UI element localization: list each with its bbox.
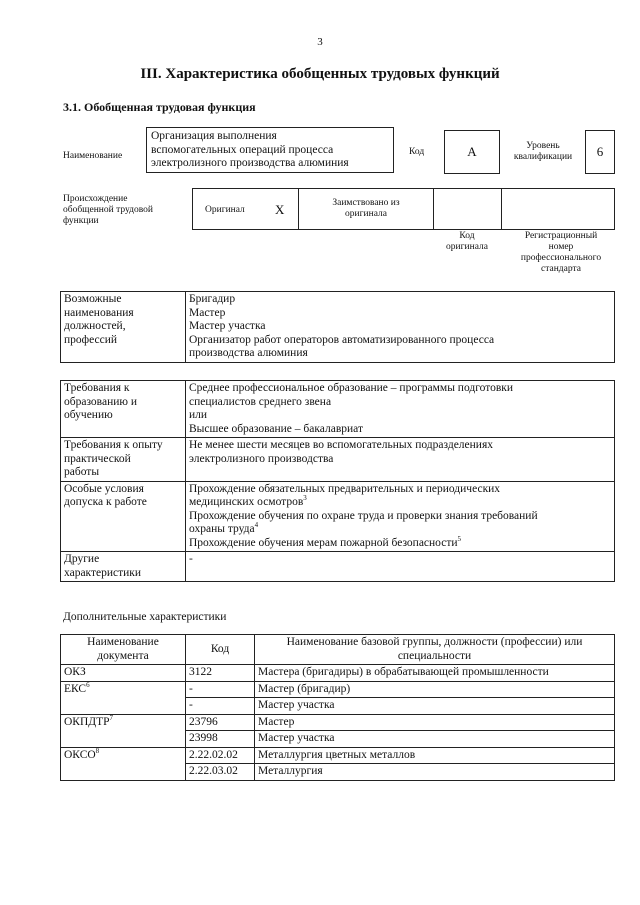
value-line: Прохождение обучения мерам пожарной безопасности$^5$ <box>189 534 462 549</box>
section-title: III. Характеристика обобщенных трудовых функций <box>140 66 500 82</box>
footnote-mark: 3 <box>303 494 307 503</box>
code-box <box>444 130 500 174</box>
borrowed-label <box>299 198 433 220</box>
level-label-line: квалификации <box>513 152 573 162</box>
label-line: характеристики <box>64 566 142 579</box>
table-row <box>61 381 615 438</box>
value-line: Мастер участка <box>189 320 266 332</box>
name-cell: Мастер <box>255 714 615 731</box>
label-line: Возможные <box>64 293 122 305</box>
value-line: специалистов среднего звена <box>189 395 332 408</box>
function-name-box <box>146 127 394 173</box>
code-cell: 2.22.03.02 <box>186 764 255 781</box>
label-line: Требования к опыту <box>64 439 163 451</box>
value-line: Прохождение обязательных предварительных и периодических <box>189 482 501 495</box>
label-line: допуска к работе <box>64 496 147 508</box>
label-line: образованию и <box>64 395 137 408</box>
special-conditions-value <box>186 481 615 552</box>
label-line: должностей, <box>64 320 126 332</box>
origin-label-line: функции <box>63 216 99 226</box>
label-line: Требования к <box>64 382 130 394</box>
level-label-line: Уровень <box>526 141 560 151</box>
name-cell: Мастер (бригадир) <box>255 681 615 698</box>
additional-title: Дополнительные характеристики <box>63 611 227 623</box>
caption-line: Регистрационный <box>524 231 598 241</box>
caption-line: профессионального <box>520 253 602 263</box>
value-line: Прохождение обучения по охране труда и проверки знания требований <box>189 509 538 522</box>
value-line: производства алюминия <box>189 347 308 359</box>
reg-number-caption <box>506 231 616 275</box>
label-line: Особые условия <box>64 482 144 495</box>
value-line: Бригадир <box>189 293 236 305</box>
label-line: профессий <box>64 333 118 346</box>
table-row <box>61 438 615 482</box>
borrowed-label-line: Заимствовано из <box>332 198 400 208</box>
doc-cell: ОКЗ <box>61 665 186 682</box>
experience-label <box>61 438 186 482</box>
table-row <box>61 665 615 682</box>
label-line: наименования <box>64 306 134 319</box>
footnote-mark: 4 <box>254 521 259 530</box>
level-box <box>585 130 615 174</box>
caption-line: оригинала <box>446 242 488 252</box>
label-line: работы <box>64 466 100 478</box>
doc-cell: ОКСО$^8$ <box>61 747 186 780</box>
value-line: электролизного производства <box>189 452 334 465</box>
value-line: - <box>189 553 193 565</box>
footnote-mark: 5 <box>457 534 462 543</box>
level-value: 6 <box>596 144 604 159</box>
code-label: Код <box>409 147 425 157</box>
special-conditions-label <box>61 481 186 552</box>
positions-table <box>60 291 615 363</box>
value-line: Среднее профессиональное образование – программы подготовки <box>189 382 514 394</box>
value-line: охраны труда$^4$ <box>189 521 259 535</box>
name-cell: Металлургия <box>255 764 615 781</box>
function-name-line: электролизного производства алюминия <box>151 157 349 169</box>
header-code: Код <box>186 635 255 665</box>
value-line: Мастер <box>189 306 226 319</box>
caption-line: стандарта <box>541 264 581 274</box>
value-line: Высшее образование – бакалавриат <box>189 422 363 435</box>
experience-value <box>186 438 615 482</box>
name-cell: Мастера (бригадиры) в обрабатывающей промышленности <box>255 665 615 682</box>
caption-line: Код <box>459 231 475 241</box>
name-cell: Мастер участка <box>255 731 615 748</box>
requirements-table <box>60 380 615 582</box>
original-mark: X <box>275 202 285 217</box>
table-row <box>61 681 615 698</box>
table-row <box>61 747 615 764</box>
code-original-caption <box>432 231 502 253</box>
origin-label-line: обобщенной трудовой <box>63 205 153 215</box>
label-line: практической <box>64 452 131 465</box>
name-cell: Мастер участка <box>255 698 615 715</box>
code-cell: 2.22.02.02 <box>186 747 255 764</box>
value-line: медицинских осмотров$^3$ <box>189 494 307 508</box>
code-cell: 23998 <box>186 731 255 748</box>
function-name-line: вспомогательных операций процесса <box>151 143 334 156</box>
value-line: или <box>189 409 208 421</box>
table-row <box>61 292 615 363</box>
code-cell: - <box>186 698 255 715</box>
education-label <box>61 381 186 438</box>
header-name: Наименование базовой группы, должности (профессии) или специальности <box>255 635 615 665</box>
positions-value <box>186 292 615 363</box>
education-value <box>186 381 615 438</box>
table-row <box>61 481 615 552</box>
borrowed-label-line: оригинала <box>345 209 387 219</box>
origin-label <box>63 194 153 227</box>
page-number: 3 <box>317 36 323 48</box>
value-line: Не менее шести месяцев во вспомогательных подразделениях <box>189 439 493 451</box>
level-label <box>504 141 582 163</box>
label-line: Другие <box>64 553 100 565</box>
other-value <box>186 552 615 582</box>
origin-label-line: Происхождение <box>63 194 128 204</box>
caption-line: номер <box>548 242 574 252</box>
additional-table <box>60 634 615 781</box>
code-cell: 3122 <box>186 665 255 682</box>
subsection-title: 3.1. Обобщенная трудовая функция <box>63 100 256 114</box>
value-line: Организатор работ операторов автоматизированного процесса <box>189 333 495 346</box>
header-doc: Наименование документа <box>61 635 186 665</box>
code-cell: - <box>186 681 255 698</box>
name-label: Наименование <box>63 151 123 161</box>
positions-label <box>61 292 186 363</box>
origin-box <box>192 188 615 230</box>
label-line: обучению <box>64 409 113 421</box>
code-cell: 23796 <box>186 714 255 731</box>
table-row <box>61 714 615 731</box>
table-row <box>61 552 615 582</box>
doc-cell: ЕКС$^6$ <box>61 681 186 714</box>
original-label: Оригинал <box>205 205 245 215</box>
function-name-line: Организация выполнения <box>151 130 277 142</box>
table-header-row <box>61 635 615 665</box>
name-cell: Металлургия цветных металлов <box>255 747 615 764</box>
doc-cell: ОКПДТР$^7$ <box>61 714 186 747</box>
other-label <box>61 552 186 582</box>
code-value: А <box>467 144 477 159</box>
